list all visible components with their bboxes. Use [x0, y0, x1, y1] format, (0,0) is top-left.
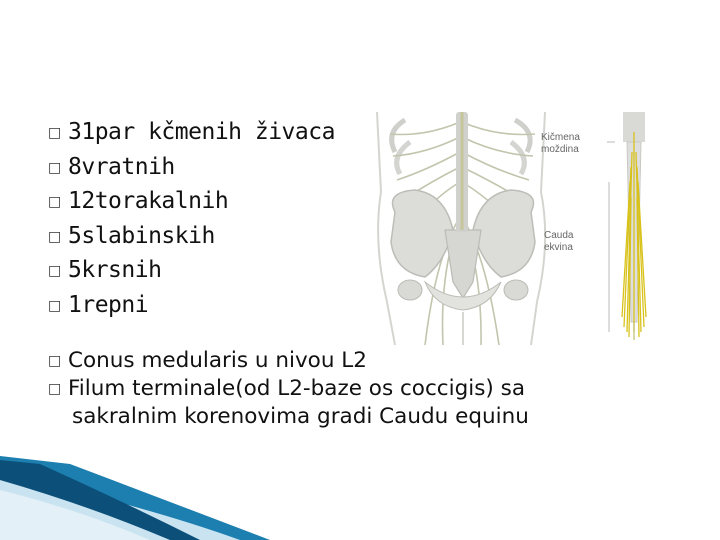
anatomy-drawing [365, 112, 660, 345]
list-item-text: Conus medularis u nivou L2 [68, 348, 367, 373]
spinal-cord-label [541, 132, 580, 156]
bullet-icon: □ [48, 297, 61, 314]
bullet-icon: □ [48, 194, 61, 210]
cauda-equina-label-line2: ekvina [544, 242, 573, 253]
pelvis-figure [377, 112, 545, 345]
list-item-continuation: sakralnim korenovima gradi Caudu equinu [72, 404, 529, 429]
list-item-text: 5slabinskih [68, 222, 215, 249]
bullet-icon: □ [48, 125, 61, 141]
list-item [48, 375, 529, 403]
list-item [48, 347, 529, 375]
list-item-text: 1repni [68, 291, 149, 318]
bullet-icon: □ [48, 263, 61, 279]
spinal-nerves-list [48, 116, 335, 323]
list-item [48, 151, 335, 186]
conus-filum-list [48, 347, 529, 431]
list-item [48, 116, 335, 151]
cauda-equina-label-line1: Cauda [544, 230, 574, 241]
cauda-equina-label [544, 230, 573, 254]
spinal-cord-figure [622, 112, 646, 340]
spinal-cord-illustration [365, 112, 660, 345]
list-item [48, 185, 335, 220]
bullet-icon: □ [48, 353, 62, 369]
decorative-swoosh [0, 440, 720, 540]
bullet-icon: □ [48, 159, 61, 176]
bullet-icon: □ [48, 381, 62, 397]
list-item-text: Filum terminale(od L2-baze os coccigis) sa [68, 376, 526, 401]
list-item [48, 254, 335, 289]
list-item [48, 289, 335, 324]
bullet-icon: □ [48, 228, 61, 245]
list-item-text: 5krsnih [68, 257, 162, 283]
list-item [48, 220, 335, 255]
list-item-text: 8vratnih [68, 153, 175, 180]
spinal-cord-label-line2: moždina [541, 144, 579, 155]
list-item-text: 31par kčmenih živaca [68, 119, 335, 145]
list-item-text: 12torakalnih [68, 188, 229, 214]
spinal-cord-label-line1: Kičmena [541, 132, 580, 143]
